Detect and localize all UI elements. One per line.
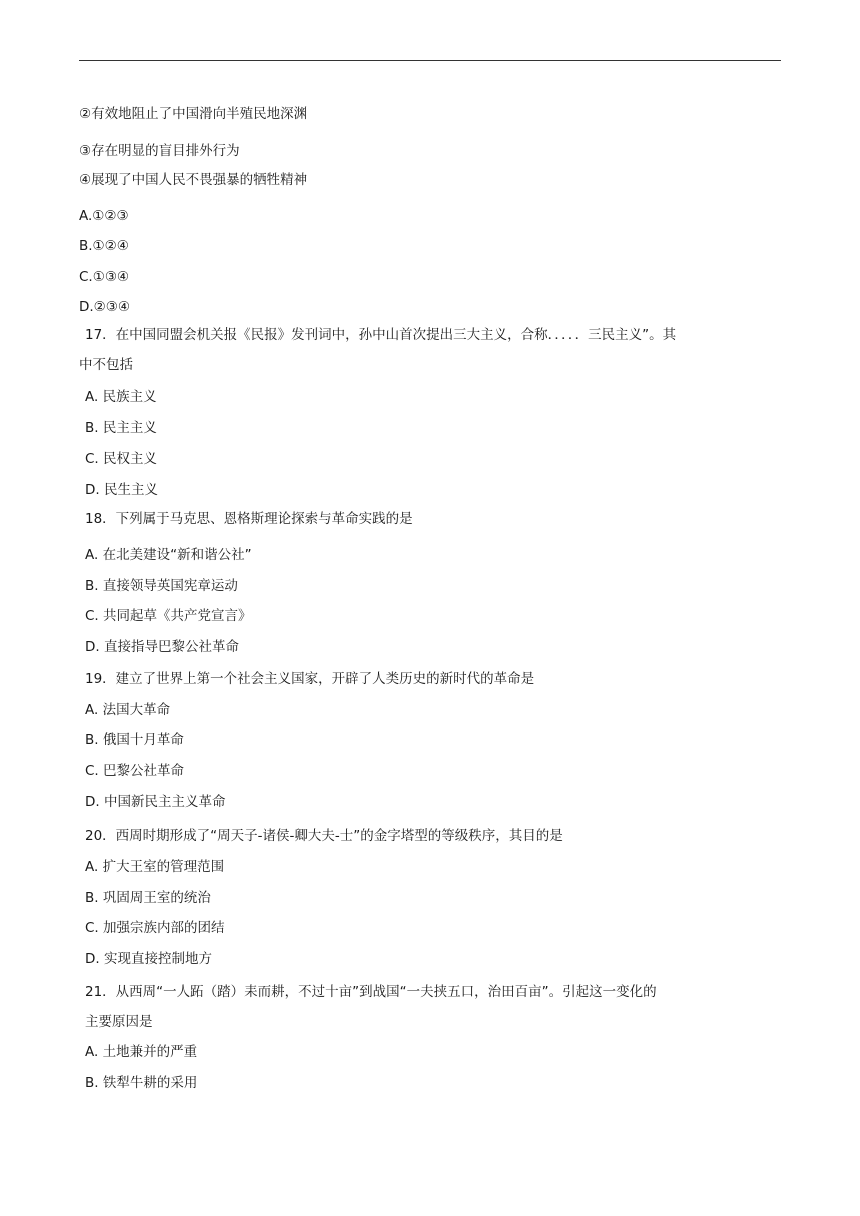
option-line-4: ④展现了中国人民不畏强暴的牺牲精神 <box>79 172 308 188</box>
q19-option-a: A. 法国大革命 <box>85 702 171 718</box>
q18-option-b: B. 直接领导英国宪章运动 <box>85 578 238 594</box>
question-17-cont: 中不包括 <box>79 357 133 373</box>
q20-option-a: A. 扩大王室的管理范围 <box>85 859 225 875</box>
answer-c: C.①③④ <box>79 269 130 285</box>
answer-b: B.①②④ <box>79 238 129 254</box>
q17-option-a: A. 民族主义 <box>85 389 157 405</box>
question-21: 21．从西周“一人跖（踏）耒而耕，不过十亩”到战国“一夫挟五口，治田百亩”。引起这一变化的 <box>85 984 657 1000</box>
question-18: 18．下列属于马克思、恩格斯理论探索与革命实践的是 <box>85 511 413 527</box>
question-17: 17．在中国同盟会机关报《民报》发刊词中，孙中山首次提出三大主义，合称．．．．．三民主义”。其 <box>85 327 677 343</box>
q20-option-b: B. 巩固周王室的统治 <box>85 890 211 906</box>
option-line-2: ②有效地阻止了中国滑向半殖民地深渊 <box>79 106 308 122</box>
q20-option-d: D. 实现直接控制地方 <box>85 951 212 967</box>
q19-option-b: B. 俄国十月革命 <box>85 732 184 748</box>
option-line-3: ③存在明显的盲目排外行为 <box>79 143 240 159</box>
q17-option-c: C. 民权主义 <box>85 451 158 467</box>
answer-d: D.②③④ <box>79 299 130 315</box>
q21-option-a: A. 土地兼并的严重 <box>85 1044 198 1060</box>
q20-option-c: C. 加强宗族内部的团结 <box>85 920 225 936</box>
question-21-cont: 主要原因是 <box>85 1014 153 1030</box>
answer-a: A.①②③ <box>79 208 129 224</box>
header-rule <box>79 60 781 61</box>
q19-option-c: C. 巴黎公社革命 <box>85 763 185 779</box>
q18-option-a: A. 在北美建设“新和谐公社” <box>85 547 252 563</box>
q18-option-c: C. 共同起草《共产党宣言》 <box>85 608 252 624</box>
question-19: 19．建立了世界上第一个社会主义国家，开辟了人类历史的新时代的革命是 <box>85 671 535 687</box>
q19-option-d: D. 中国新民主主义革命 <box>85 794 226 810</box>
question-20: 20．西周时期形成了“周天子-诸侯-卿大夫-士”的金字塔型的等级秩序，其目的是 <box>85 828 563 844</box>
q18-option-d: D. 直接指导巴黎公社革命 <box>85 639 239 655</box>
q21-option-b: B. 铁犁牛耕的采用 <box>85 1075 198 1091</box>
q17-option-d: D. 民生主义 <box>85 482 158 498</box>
q17-option-b: B. 民主主义 <box>85 420 157 436</box>
